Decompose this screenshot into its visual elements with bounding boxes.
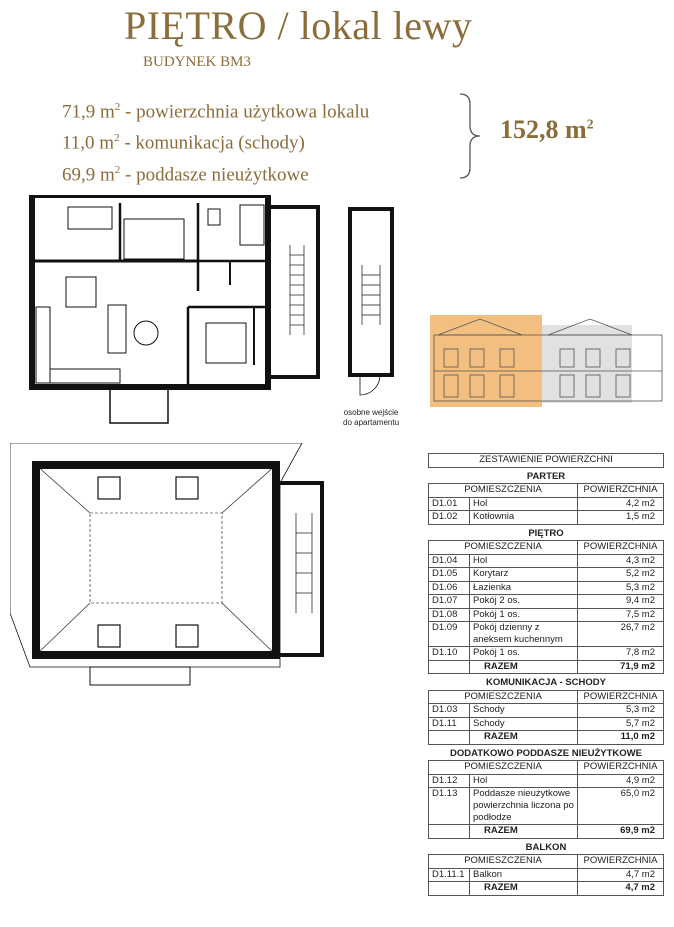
- table-row: D1.09 Pokój dzienny z aneksem kuchennym 26,7 m2: [429, 622, 664, 647]
- table-row: D1.12 Hol 4,9 m2: [429, 774, 664, 788]
- building-subtitle: BUDYNEK BM3: [143, 54, 251, 70]
- table-row: D1.13 Poddasze nieużytkowe powierzchnia liczona po podłodze 65,0 m2: [429, 788, 664, 825]
- table-row: D1.04 Hol 4,3 m2: [429, 554, 664, 568]
- table-title: ZESTAWIENIE POWIERZCHNI: [429, 454, 664, 468]
- floor-plan-attic: [10, 443, 335, 701]
- col-header-area: POWIERZCHNIA: [578, 761, 664, 775]
- col-header-room: POMIESZCZENIA: [429, 855, 578, 869]
- area-line-stairs: 11,0 $m^2$ - komunikacja (schody): [62, 132, 305, 154]
- area-line-usable: 71,9 $m^2$ - powierzchnia użytkowa lokalu: [62, 101, 370, 123]
- sum-row: RAZEM 71,9 m2: [429, 660, 664, 674]
- sum-row: RAZEM 4,7 m2: [429, 882, 664, 896]
- table-row: D1.05 Korytarz 5,2 m2: [429, 568, 664, 582]
- section-heading: DODATKOWO PODDASZE NIEUŻYTKOWE: [450, 747, 642, 759]
- floor-plan-upper: [28, 195, 408, 430]
- area-summary: [62, 94, 369, 188]
- table-row: D1.01 Hol 4,2 m2: [429, 497, 664, 511]
- table-row: D1.03 Schody 5,3 m2: [429, 704, 664, 718]
- table-row: D1.11 Schody 5,7 m2: [429, 717, 664, 731]
- sum-row: RAZEM 69,9 m2: [429, 825, 664, 839]
- total-area: 152,8 $m^2$: [500, 115, 594, 144]
- table-row: D1.10 Pokój 1 os. 7,8 m2: [429, 647, 664, 661]
- col-header-room: POMIESZCZENIA: [429, 690, 578, 704]
- table-row: D1.02 Kotłownia 1,5 m2: [429, 511, 664, 525]
- section-heading: BALKON: [525, 841, 567, 853]
- col-header-room: POMIESZCZENIA: [429, 761, 578, 775]
- page-title: PIĘTRO / lokal lewy: [124, 3, 473, 48]
- table-row: D1.08 Pokój 1 os. 7,5 m2: [429, 608, 664, 622]
- entrance-note: osobne wejście do apartamentu: [343, 408, 400, 427]
- brace-icon: [456, 92, 486, 180]
- table-row: D1.07 Pokój 2 os. 9,4 m2: [429, 595, 664, 609]
- col-header-area: POWIERZCHNIA: [578, 484, 664, 498]
- section-heading: PIĘTRO: [528, 527, 564, 539]
- section-heading: PARTER: [526, 470, 566, 482]
- col-header-area: POWIERZCHNIA: [578, 855, 664, 869]
- area-table: [428, 453, 664, 896]
- building-elevation-image: [430, 315, 666, 407]
- col-header-room: POMIESZCZENIA: [429, 484, 578, 498]
- area-line-attic: 69,9 $m^2$ - poddasze nieużytkowe: [62, 163, 309, 185]
- section-heading: KOMUNIKACJA - SCHODY: [486, 677, 606, 688]
- sum-row: RAZEM 11,0 m2: [429, 731, 664, 745]
- table-row: D1.06 Łazienka 5,3 m2: [429, 581, 664, 595]
- col-header-room: POMIESZCZENIA: [429, 541, 578, 555]
- col-header-area: POWIERZCHNIA: [578, 690, 664, 704]
- table-row: D1.11.1 Balkon 4,7 m2: [429, 868, 664, 882]
- col-header-area: POWIERZCHNIA: [578, 541, 664, 555]
